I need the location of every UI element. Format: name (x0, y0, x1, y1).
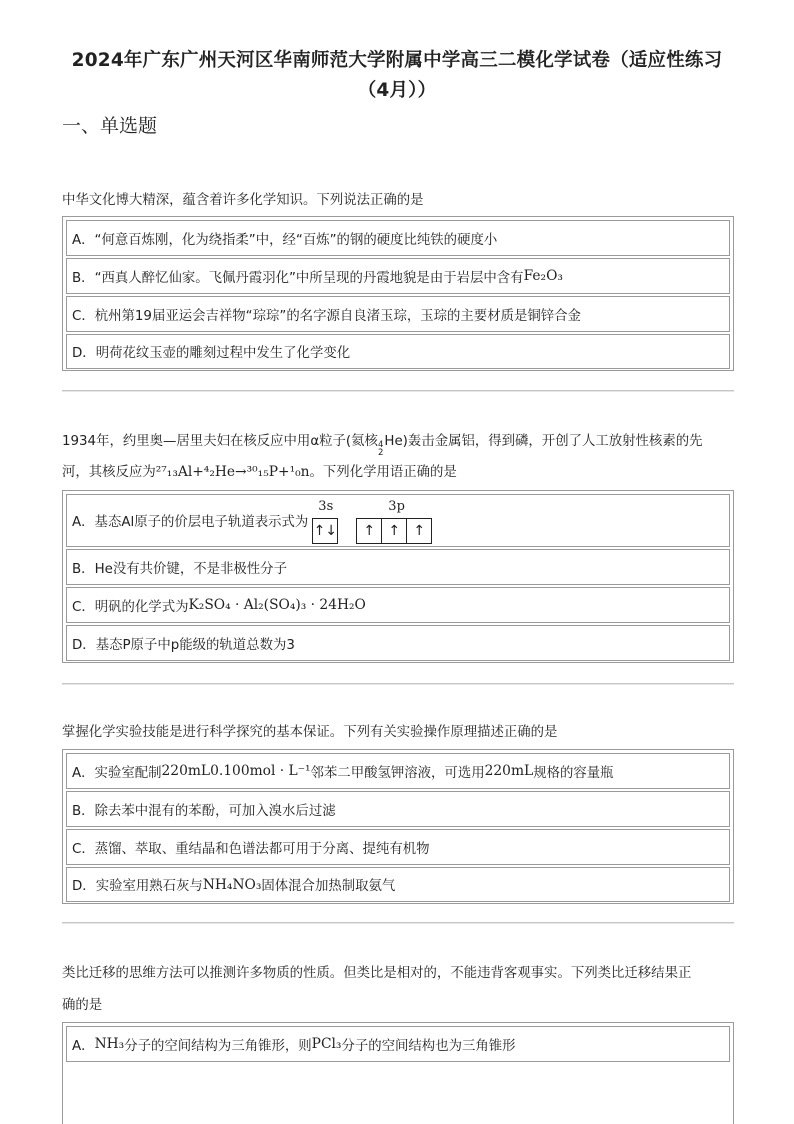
question-1-options (62, 216, 734, 371)
question-2-options (62, 490, 734, 663)
question-divider (62, 683, 734, 684)
title-line-2: （4月）） (357, 80, 437, 101)
orbital-label-3p: 3p (388, 498, 405, 514)
phosphorus-trichloride-formula: PCl₃ (311, 1036, 342, 1052)
q1-option-b[interactable] (66, 258, 730, 294)
orbital-box-3p-3: ↑ (406, 518, 432, 544)
orbital-box-3p-1: ↑ (356, 518, 382, 544)
q2-stem-line-2: 河，其核反应为²⁷₁₃Al+⁴₂He→³⁰₁₅P+¹₀n。下列化学用语正确的是 (62, 464, 457, 480)
q2-option-b[interactable]: B．He没有共价键，不是非极性分子 (66, 549, 730, 585)
q2-option-d[interactable]: D．基态P原子中p能级的轨道总数为3 (66, 625, 730, 661)
q3-option-c[interactable]: C．蒸馏、萃取、重结晶和色谱法都可用于分离、提纯有机物 (66, 829, 730, 865)
q1-option-b-formula: Fe₂O₃ (523, 268, 563, 284)
ammonia-formula: NH₃ (94, 1036, 125, 1052)
q2-option-a[interactable] (66, 494, 730, 547)
title-line-1: 2024年广东广州天河区华南师范大学附属中学高三二模化学试卷（适应性练习 (71, 50, 723, 71)
section-heading: 一、单选题 (62, 115, 158, 137)
q1-option-b-text: B．“西真人醉忆仙家。飞佩丹霞羽化”中所呈现的丹霞地貌是由于岩层中含有 (72, 270, 524, 286)
question-3-stem: 掌握化学实验技能是进行科学探究的基本保证。下列有关实验操作原理描述正确的是 (62, 725, 558, 740)
q4-stem-line-1: 类比迁移的思维方法可以推测许多物质的性质。但类比是相对的，不能违背客观事实。下列类比迁移结果正 (62, 966, 692, 981)
orbital-box-3s: ↑↓ (312, 518, 338, 544)
question-divider (62, 390, 734, 391)
question-4-stem (62, 959, 734, 1021)
concentration-formula: 220mL0.100mol · L⁻¹ (161, 763, 311, 779)
orbital-box-3p-2: ↑ (381, 518, 407, 544)
nuclear-reaction-equation: ²⁷₁₃Al+⁴₂He→³⁰₁₅P+¹₀n (155, 464, 310, 480)
q4-stem-line-2: 确的是 (62, 998, 103, 1013)
document-title (40, 46, 754, 106)
question-4-options (62, 1022, 734, 1124)
question-3-options (62, 749, 734, 904)
q2-option-a-text: A．基态Al原子的价层电子轨道表示式为 (72, 515, 309, 530)
ammonium-nitrate-formula: NH₄NO₃ (202, 876, 262, 893)
q4-option-a[interactable]: A． NH₃ 分子的空间结构为三角锥形，则 PCl₃ 分子的空间结构也为三角锥形 (66, 1026, 730, 1062)
q1-option-a[interactable]: A．“何意百炼刚，化为绕指柔”中，经“百炼”的钢的硬度比纯铁的硬度小 (66, 220, 730, 256)
q2-option-c-text: C．明矾的化学式为 (72, 599, 189, 615)
orbital-label-3s: 3s (318, 498, 334, 514)
q1-option-c[interactable]: C．杭州第19届亚运会吉祥物“琮琮”的名字源自良渚玉琮，玉琮的主要材质是铜锌合金 (66, 296, 730, 332)
question-2-stem (62, 427, 734, 488)
helium-nuclide-notation: 4 2 (377, 440, 384, 458)
question-divider (62, 922, 734, 923)
q3-option-a[interactable]: A．实验室配制 220mL0.100mol · L⁻¹ 邻苯二甲酸氢钾溶液，可选用 220mL 规格的容量瓶 (66, 753, 730, 789)
volume-formula: 220mL (484, 763, 534, 779)
q2-option-c[interactable] (66, 587, 730, 623)
orbital-diagram (310, 498, 450, 541)
q2-stem-line-1: 1934年，约里奥—居里夫妇在核反应中用α粒子(氦核 4 2 He)轰击金属铝，得到磷，开创了人工放射性核素的先 (62, 434, 703, 458)
q3-option-b[interactable]: B．除去苯中混有的苯酚，可加入溴水后过滤 (66, 791, 730, 827)
alum-formula: K₂SO₄ · Al₂(SO₄)₃ · 24H₂O (188, 597, 366, 613)
question-1-stem: 中华文化博大精深，蕴含着许多化学知识。下列说法正确的是 (62, 193, 424, 208)
q1-option-d[interactable]: D．明荷花纹玉壶的雕刻过程中发生了化学变化 (66, 334, 730, 369)
q3-option-d[interactable]: D．实验室用熟石灰与 NH₄NO₃ 固体混合加热制取氨气 (66, 867, 730, 902)
